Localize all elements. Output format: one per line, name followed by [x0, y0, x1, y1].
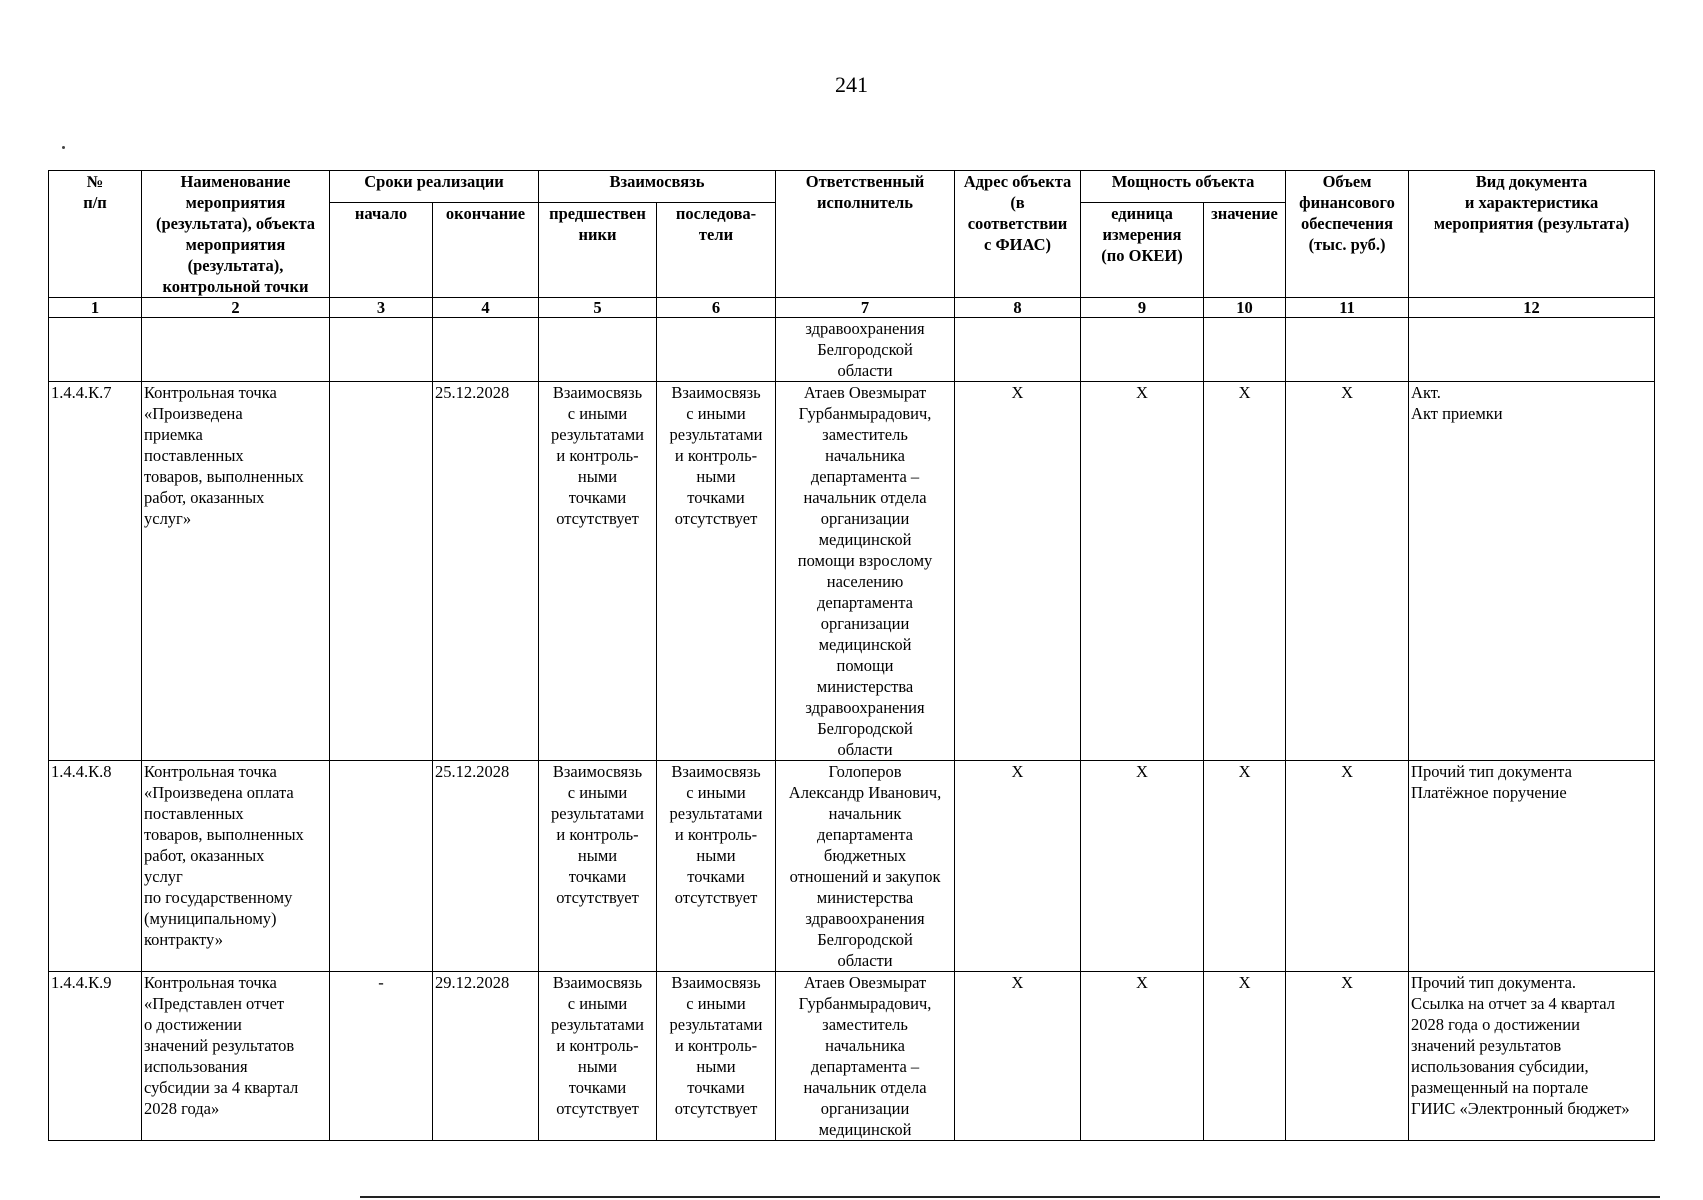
- column-number: 12: [1409, 298, 1655, 318]
- cell-predecessors: Взаимосвязь с иными результатами и контроль- ными точками отсутствует: [539, 382, 657, 761]
- header-terms: Сроки реализации: [330, 171, 539, 203]
- cell-unit: X: [1081, 382, 1204, 761]
- column-number: 10: [1204, 298, 1286, 318]
- cell-end: 25.12.2028: [433, 761, 539, 972]
- header-doc: Вид документа и характеристика мероприятия (результата): [1409, 171, 1655, 298]
- header-name: Наименование мероприятия (результата), объекта мероприятия (результата), контрольной точки: [142, 171, 330, 298]
- cell-end: 25.12.2028: [433, 382, 539, 761]
- cell-end: 29.12.2028: [433, 972, 539, 1141]
- cell-num: [49, 318, 142, 382]
- header-predecessors: предшествен ники: [539, 203, 657, 298]
- header-address: Адрес объекта (в соответствии с ФИАС): [955, 171, 1081, 298]
- page-number: 241: [835, 72, 868, 97]
- column-number: 7: [776, 298, 955, 318]
- table-row: [49, 761, 1655, 972]
- cell-unit: [1081, 318, 1204, 382]
- cell-predecessors: Взаимосвязь с иными результатами и контроль- ными точками отсутствует: [539, 972, 657, 1141]
- table-row: [49, 382, 1655, 761]
- cell-start: [330, 761, 433, 972]
- cell-unit: X: [1081, 972, 1204, 1141]
- cell-end: [433, 318, 539, 382]
- page-bottom-rule: [360, 1196, 1660, 1198]
- header-relation: Взаимосвязь: [539, 171, 776, 203]
- cell-value: X: [1204, 382, 1286, 761]
- column-number: 4: [433, 298, 539, 318]
- header-responsible: Ответственный исполнитель: [776, 171, 955, 298]
- column-number: 9: [1081, 298, 1204, 318]
- cell-address: X: [955, 382, 1081, 761]
- cell-address: X: [955, 761, 1081, 972]
- measures-table: [48, 170, 1655, 1141]
- cell-successors: Взаимосвязь с иными результатами и контроль- ными точками отсутствует: [657, 761, 776, 972]
- header-finance: Объем финансового обеспечения (тыс. руб.): [1286, 171, 1409, 298]
- cell-start: [330, 318, 433, 382]
- column-number: 1: [49, 298, 142, 318]
- cell-responsible: здравоохранения Белгородской области: [776, 318, 955, 382]
- cell-predecessors: Взаимосвязь с иными результатами и контроль- ными точками отсутствует: [539, 761, 657, 972]
- cell-responsible: Атаев Овезмырат Гурбанмырадович, заместитель начальника департамента – начальник отдела организации медицинской: [776, 972, 955, 1141]
- table-row: [49, 972, 1655, 1141]
- cell-value: X: [1204, 761, 1286, 972]
- column-numbers-row: [49, 298, 1655, 318]
- cell-finance: [1286, 318, 1409, 382]
- column-number: 6: [657, 298, 776, 318]
- cell-name: [142, 318, 330, 382]
- column-number: 3: [330, 298, 433, 318]
- column-number: 8: [955, 298, 1081, 318]
- column-number: 2: [142, 298, 330, 318]
- cell-num: 1.4.4.К.7: [49, 382, 142, 761]
- cell-num: 1.4.4.К.9: [49, 972, 142, 1141]
- header-unit: единица измерения (по ОКЕИ): [1081, 203, 1204, 298]
- table-row-continuation: [49, 318, 1655, 382]
- header-capacity: Мощность объекта: [1081, 171, 1286, 203]
- cell-successors: Взаимосвязь с иными результатами и контроль- ными точками отсутствует: [657, 972, 776, 1141]
- cell-start: -: [330, 972, 433, 1141]
- cell-finance: X: [1286, 761, 1409, 972]
- cell-name: Контрольная точка «Произведена оплата поставленных товаров, выполненных работ, оказанных услуг по государственному (муниципальному) контракту»: [142, 761, 330, 972]
- cell-successors: Взаимосвязь с иными результатами и контроль- ными точками отсутствует: [657, 382, 776, 761]
- cell-unit: X: [1081, 761, 1204, 972]
- cell-start: [330, 382, 433, 761]
- cell-doc: Акт. Акт приемки: [1409, 382, 1655, 761]
- cell-successors: [657, 318, 776, 382]
- header-successors: последова- тели: [657, 203, 776, 298]
- cell-doc: [1409, 318, 1655, 382]
- column-number: 5: [539, 298, 657, 318]
- cell-doc: Прочий тип документа Платёжное поручение: [1409, 761, 1655, 972]
- header-value: значение: [1204, 203, 1286, 298]
- header-num: № п/п: [49, 171, 142, 298]
- cell-responsible: Атаев Овезмырат Гурбанмырадович, заместитель начальника департамента – начальник отдела организации медицинской помощи взрослому населению департамента организации медицинской помощи министерства здравоохранения Белгородской области: [776, 382, 955, 761]
- cell-name: Контрольная точка «Представлен отчет о достижении значений результатов использования субсидии за 4 квартал 2028 года»: [142, 972, 330, 1141]
- cell-value: [1204, 318, 1286, 382]
- header-end: окончание: [433, 203, 539, 298]
- cell-finance: X: [1286, 382, 1409, 761]
- cell-finance: X: [1286, 972, 1409, 1141]
- scan-speck: [62, 146, 65, 149]
- cell-doc: Прочий тип документа. Ссылка на отчет за 4 квартал 2028 года о достижении значений результатов использования субсидии, размещенный на портале ГИИС «Электронный бюджет»: [1409, 972, 1655, 1141]
- header-start: начало: [330, 203, 433, 298]
- cell-value: X: [1204, 972, 1286, 1141]
- cell-num: 1.4.4.К.8: [49, 761, 142, 972]
- cell-address: X: [955, 972, 1081, 1141]
- cell-name: Контрольная точка «Произведена приемка поставленных товаров, выполненных работ, оказанных услуг»: [142, 382, 330, 761]
- cell-address: [955, 318, 1081, 382]
- cell-responsible: Голоперов Александр Иванович, начальник департамента бюджетных отношений и закупок министерства здравоохранения Белгородской области: [776, 761, 955, 972]
- column-number: 11: [1286, 298, 1409, 318]
- cell-predecessors: [539, 318, 657, 382]
